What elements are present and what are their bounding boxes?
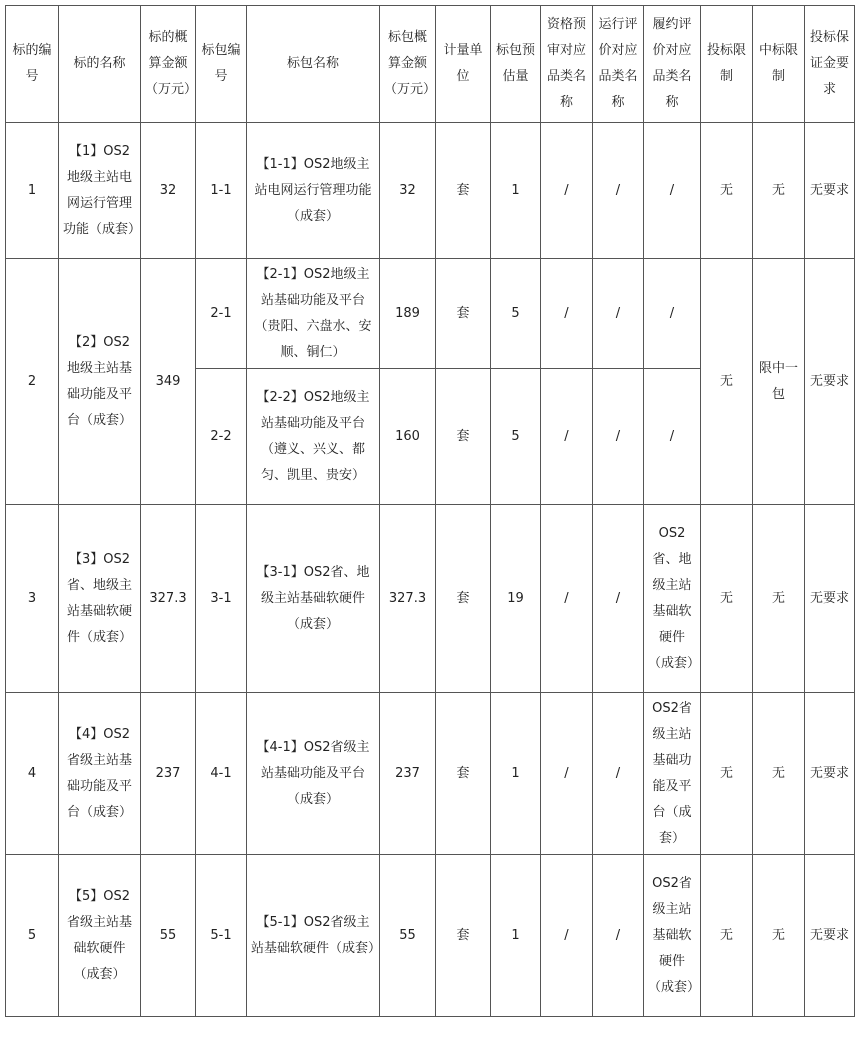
table-row: [6, 259, 855, 369]
lot-number: 2: [6, 259, 59, 505]
quantity: 1: [491, 855, 541, 1017]
header-row: [6, 6, 855, 123]
performance-category: /: [644, 123, 701, 259]
lot-amount: 32: [141, 123, 196, 259]
header-cell: 投标限制: [701, 6, 753, 123]
lot-name: 【5】OS2省级主站基础软硬件（成套）: [59, 855, 141, 1017]
table-row: [6, 505, 855, 693]
award-limit: 无: [753, 693, 805, 855]
deposit-requirement: 无要求: [805, 123, 855, 259]
header-cell: 计量单位: [436, 6, 491, 123]
operation-category: /: [593, 369, 644, 505]
prequal-category: /: [541, 855, 593, 1017]
package-amount: 32: [380, 123, 436, 259]
quantity: 1: [491, 693, 541, 855]
header-cell: 标的编号: [6, 6, 59, 123]
package-name: 【2-2】OS2地级主站基础功能及平台（遵义、兴义、都匀、凯里、贵安）: [247, 369, 380, 505]
lot-amount: 237: [141, 693, 196, 855]
package-name: 【3-1】OS2省、地级主站基础软硬件（成套）: [247, 505, 380, 693]
header-cell: 运行评价对应品类名称: [593, 6, 644, 123]
quantity: 5: [491, 369, 541, 505]
header-cell: 标的名称: [59, 6, 141, 123]
quantity: 1: [491, 123, 541, 259]
header-cell: 履约评价对应品类名称: [644, 6, 701, 123]
prequal-category: /: [541, 369, 593, 505]
package-number: 3-1: [196, 505, 247, 693]
package-number: 1-1: [196, 123, 247, 259]
operation-category: /: [593, 259, 644, 369]
lot-number: 4: [6, 693, 59, 855]
header-cell: 标包名称: [247, 6, 380, 123]
package-number: 2-1: [196, 259, 247, 369]
quantity: 19: [491, 505, 541, 693]
prequal-category: /: [541, 259, 593, 369]
tender-limit: 无: [701, 259, 753, 505]
header-cell: 标包概算金额（万元）: [380, 6, 436, 123]
performance-category: OS2省、地级主站基础软硬件（成套）: [644, 505, 701, 693]
unit: 套: [436, 259, 491, 369]
lot-name: 【3】OS2省、地级主站基础软硬件（成套）: [59, 505, 141, 693]
award-limit: 无: [753, 505, 805, 693]
lot-number: 5: [6, 855, 59, 1017]
operation-category: /: [593, 693, 644, 855]
lot-amount: 349: [141, 259, 196, 505]
prequal-category: /: [541, 123, 593, 259]
tender-limit: 无: [701, 505, 753, 693]
package-number: 5-1: [196, 855, 247, 1017]
tender-limit: 无: [701, 693, 753, 855]
unit: 套: [436, 505, 491, 693]
lot-amount: 55: [141, 855, 196, 1017]
package-name: 【4-1】OS2省级主站基础功能及平台（成套）: [247, 693, 380, 855]
package-number: 2-2: [196, 369, 247, 505]
package-amount: 327.3: [380, 505, 436, 693]
unit: 套: [436, 693, 491, 855]
package-name: 【5-1】OS2省级主站基础软硬件（成套）: [247, 855, 380, 1017]
deposit-requirement: 无要求: [805, 693, 855, 855]
header-cell: 标的概算金额（万元）: [141, 6, 196, 123]
lot-name: 【2】OS2地级主站基础功能及平台（成套）: [59, 259, 141, 505]
lot-name: 【1】OS2地级主站电网运行管理功能（成套）: [59, 123, 141, 259]
package-name: 【2-1】OS2地级主站基础功能及平台（贵阳、六盘水、安顺、铜仁）: [247, 259, 380, 369]
unit: 套: [436, 123, 491, 259]
lot-amount: 327.3: [141, 505, 196, 693]
operation-category: /: [593, 123, 644, 259]
quantity: 5: [491, 259, 541, 369]
prequal-category: /: [541, 693, 593, 855]
table-row: [6, 855, 855, 1017]
deposit-requirement: 无要求: [805, 259, 855, 505]
lot-name: 【4】OS2省级主站基础功能及平台（成套）: [59, 693, 141, 855]
operation-category: /: [593, 855, 644, 1017]
package-name: 【1-1】OS2地级主站电网运行管理功能（成套）: [247, 123, 380, 259]
performance-category: /: [644, 369, 701, 505]
prequal-category: /: [541, 505, 593, 693]
header-cell: 标包编号: [196, 6, 247, 123]
tender-limit: 无: [701, 855, 753, 1017]
performance-category: OS2省级主站基础功能及平台（成套）: [644, 693, 701, 855]
deposit-requirement: 无要求: [805, 855, 855, 1017]
performance-category: /: [644, 259, 701, 369]
unit: 套: [436, 369, 491, 505]
header-cell: 标包预估量: [491, 6, 541, 123]
header-cell: 中标限制: [753, 6, 805, 123]
package-number: 4-1: [196, 693, 247, 855]
lot-number: 1: [6, 123, 59, 259]
header-cell: 投标保证金要求: [805, 6, 855, 123]
operation-category: /: [593, 505, 644, 693]
performance-category: OS2省级主站基础软硬件（成套）: [644, 855, 701, 1017]
tender-table: [5, 5, 855, 1017]
table-row: [6, 693, 855, 855]
tender-limit: 无: [701, 123, 753, 259]
award-limit: 无: [753, 123, 805, 259]
award-limit: 无: [753, 855, 805, 1017]
deposit-requirement: 无要求: [805, 505, 855, 693]
unit: 套: [436, 855, 491, 1017]
package-amount: 160: [380, 369, 436, 505]
award-limit: 限中一包: [753, 259, 805, 505]
package-amount: 55: [380, 855, 436, 1017]
table-row: [6, 123, 855, 259]
package-amount: 189: [380, 259, 436, 369]
header-cell: 资格预审对应品类名称: [541, 6, 593, 123]
package-amount: 237: [380, 693, 436, 855]
lot-number: 3: [6, 505, 59, 693]
